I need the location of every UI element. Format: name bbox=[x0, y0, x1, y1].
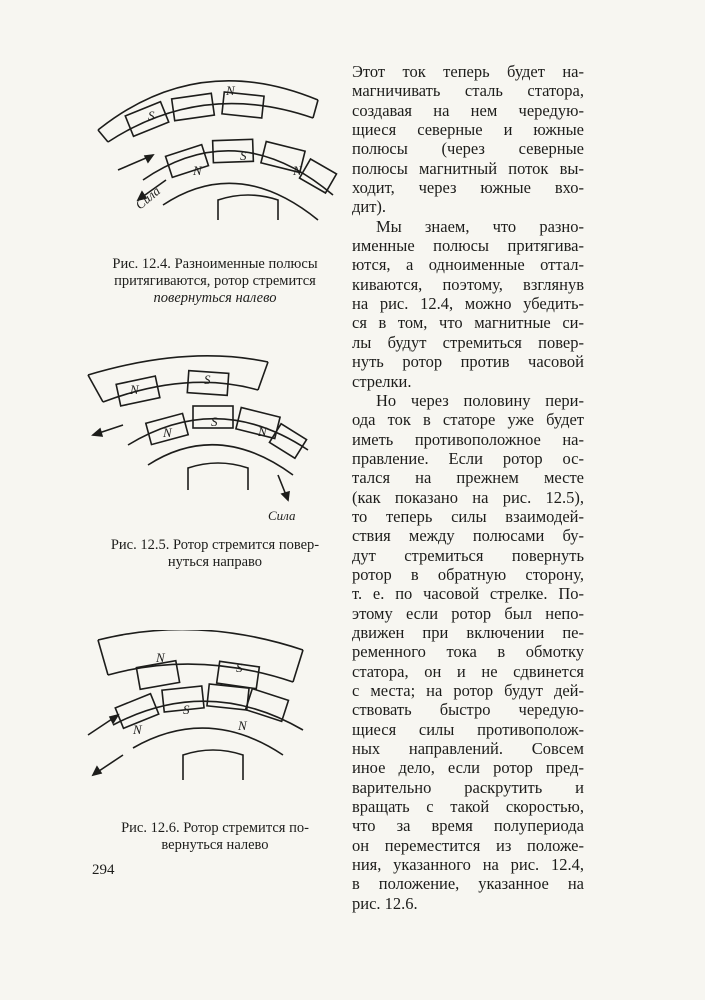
pole-label: N bbox=[163, 425, 172, 440]
force-label: Сила bbox=[132, 183, 163, 213]
text-line: киваются, поэтому, взглянув bbox=[352, 274, 584, 294]
caption-label: Рис. 12.5. bbox=[110, 537, 170, 553]
text-line: он переместится из положе- bbox=[352, 835, 584, 855]
pole-label: S bbox=[204, 372, 211, 387]
caption-line: Разноименные полюсы bbox=[174, 256, 318, 272]
text-line: то теперь силы взаимодей- bbox=[352, 506, 584, 526]
text-line: дут стремиться повернуть bbox=[352, 545, 584, 565]
figure-12-4 bbox=[78, 60, 348, 245]
text-line: на рис. 12.4, можно убедить- bbox=[352, 294, 584, 314]
rotor-inner-arc bbox=[163, 183, 318, 220]
stator-inner-arc bbox=[103, 382, 258, 402]
pole-label: N bbox=[130, 382, 139, 397]
text-line: Мы знаем, что разно- bbox=[376, 216, 584, 236]
caption-12-5 bbox=[90, 537, 340, 571]
rotor-pole bbox=[246, 689, 289, 722]
caption-line: притягиваются, ротор стремится bbox=[114, 273, 316, 289]
text-line: иное дело, если ротор пред- bbox=[352, 758, 584, 778]
text-line: дит). bbox=[352, 197, 387, 217]
pole-label: N bbox=[293, 163, 302, 178]
text-line: полюсы (через северные bbox=[352, 139, 584, 159]
text-line: т. е. по часовой стрелке. По- bbox=[352, 584, 584, 604]
text-line: (как показано на рис. 12.5), bbox=[352, 487, 584, 507]
rotor-pole bbox=[166, 145, 209, 178]
stator-outer-arc bbox=[88, 356, 268, 375]
text-line: Этот ток теперь будет на- bbox=[352, 62, 584, 81]
page-number: 294 bbox=[92, 862, 115, 878]
text-line: вращать с такой скоростью, bbox=[352, 797, 584, 817]
figure-12-6-diagram bbox=[78, 630, 348, 805]
text-line: магничивать сталь статора, bbox=[352, 81, 584, 101]
text-line: создавая на нем чередую- bbox=[352, 100, 584, 120]
rotor-hub bbox=[183, 750, 243, 780]
text-line: ся в том, что магнитные си- bbox=[352, 313, 584, 333]
text-line: движен при включении пе- bbox=[352, 622, 584, 642]
stator-inner-arc bbox=[108, 664, 293, 682]
caption-line: Ротор стремится повер- bbox=[173, 537, 320, 553]
caption-line: повернуться налево bbox=[153, 290, 277, 306]
text-line: щиеся северные и южные bbox=[352, 120, 584, 140]
text-line: полюсы магнитный поток вы- bbox=[352, 158, 584, 178]
rotor-hub bbox=[218, 195, 278, 220]
body-text-column bbox=[352, 62, 584, 913]
text-line: стрелки. bbox=[352, 371, 412, 391]
text-line: варительно раскрутить и bbox=[352, 777, 584, 797]
text-line: ременного тока в обмотку bbox=[352, 642, 584, 662]
text-line: статора, он и не сдвинется bbox=[352, 661, 584, 681]
rotor-pole bbox=[300, 159, 337, 193]
pole-label: N bbox=[156, 650, 165, 665]
text-line: ода ток в статоре уже будет bbox=[352, 410, 584, 430]
rotor-pole bbox=[269, 424, 306, 459]
caption-12-6 bbox=[90, 820, 340, 854]
text-line: ния, указанного на рис. 12.4, bbox=[352, 855, 584, 875]
pole-label: N bbox=[238, 718, 247, 733]
text-line: правление. Если ротор ос- bbox=[352, 448, 584, 468]
pole-label: N bbox=[193, 163, 202, 178]
caption-label: Рис. 12.6. bbox=[121, 820, 180, 836]
pole-label: S bbox=[211, 414, 218, 429]
text-line: именные полюсы притягива- bbox=[352, 236, 584, 256]
figure-12-5 bbox=[78, 340, 348, 530]
text-line: ствия между полюсами бу- bbox=[352, 526, 584, 546]
pole-label: N bbox=[258, 424, 267, 439]
text-line: ходит, через южные вхо- bbox=[352, 178, 584, 198]
figure-12-6 bbox=[78, 630, 348, 805]
rotor-inner-arc bbox=[133, 728, 283, 755]
caption-line: Ротор стремится по- bbox=[183, 820, 309, 836]
caption-line: нуться направо bbox=[167, 554, 263, 570]
figure-12-4-diagram bbox=[78, 60, 348, 245]
stator-outer-arc bbox=[98, 630, 303, 650]
pole-label: S bbox=[240, 148, 247, 163]
caption-line: вернуться налево bbox=[161, 837, 269, 853]
pole-label: N bbox=[226, 83, 235, 98]
text-line: иметь противоположное на- bbox=[352, 429, 584, 449]
pole-label: S bbox=[236, 660, 243, 675]
caption-label: Рис. 12.4. bbox=[112, 256, 171, 272]
figure-12-5-diagram bbox=[78, 340, 348, 530]
text-line: нуть ротор против часовой bbox=[352, 352, 584, 372]
force-label: Сила bbox=[268, 508, 296, 523]
text-line: щиеся силы противополож- bbox=[352, 719, 584, 739]
text-line: ствовать быстро чередую- bbox=[352, 700, 584, 720]
pole-label: N bbox=[133, 722, 142, 737]
text-line: ных направлений. Совсем bbox=[352, 739, 584, 759]
pole-label: S bbox=[148, 108, 155, 123]
rotor-hub bbox=[188, 463, 248, 490]
caption-12-4 bbox=[90, 256, 340, 307]
text-line: рис. 12.6. bbox=[352, 893, 418, 913]
text-line: ются, а одноименные оттал- bbox=[352, 255, 584, 275]
rotor-inner-arc bbox=[148, 445, 293, 475]
text-line: в положение, указанное на bbox=[352, 874, 584, 894]
text-line: тался на прежнем месте bbox=[352, 468, 584, 488]
pole-label: S bbox=[183, 702, 190, 717]
text-line: лы будут стремиться повер- bbox=[352, 332, 584, 352]
text-line: ротор в обратную сторону, bbox=[352, 564, 584, 584]
text-line: что за время полупериода bbox=[352, 816, 584, 836]
text-line: Но через половину пери- bbox=[376, 390, 584, 410]
text-line: с места; на ротор будут дей- bbox=[352, 681, 584, 700]
stator-inner-arc bbox=[108, 104, 313, 142]
text-line: этому если ротор был непо- bbox=[352, 603, 584, 623]
